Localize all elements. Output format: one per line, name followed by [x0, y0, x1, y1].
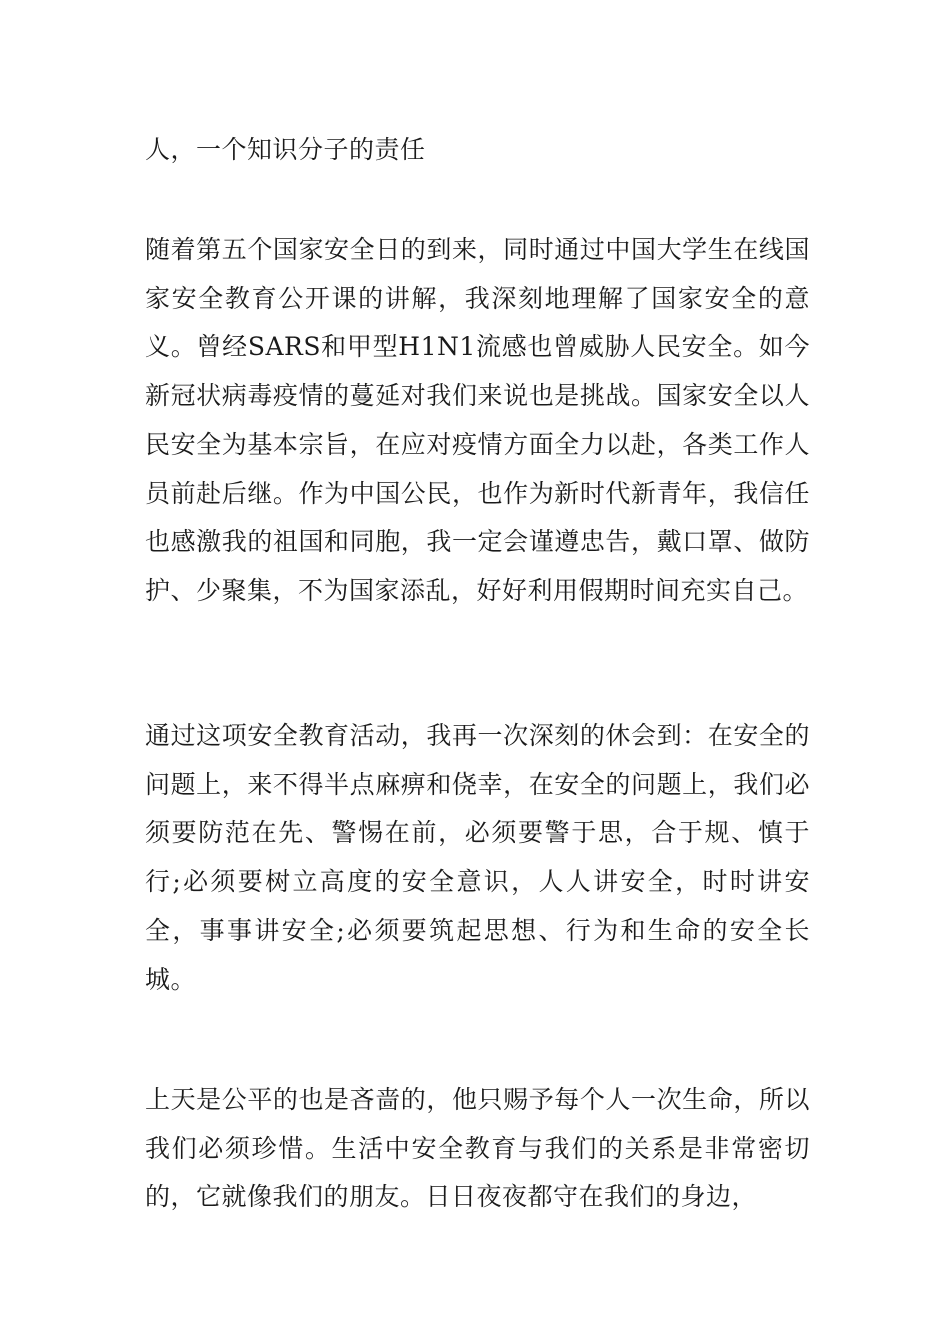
- paragraph-4: 上天是公平的也是吝啬的，他只赐予每个人一次生命，所以我们必须珍惜。生活中安全教育与我们的关系是非常密切的，它就像我们的朋友。日日夜夜都守在我们的身边，: [145, 1085, 810, 1212]
- paragraph-2: 随着第五个国家安全日的到来，同时通过中国大学生在线国家安全教育公开课的讲解，我深刻地理解了国家安全的意义。曾经SARS和甲型H1N1流感也曾威胁人民安全。如今新冠状病毒疫情的蔓延对我们来说也是挑战。国家安全以人民安全为基本宗旨，在应对疫情方面全力以赴，各类工作人员前赴后继。作为中国公民，也作为新时代新青年，我信任也感激我的祖国和同胞，我一定会谨遵忠告，戴口罩、做防护、少聚集，不为国家添乱，好好利用假期时间充实自己。: [145, 235, 810, 605]
- paragraph-3: 通过这项安全教育活动，我再一次深刻的休会到：在安全的问题上，来不得半点麻痹和侥幸，在安全的问题上，我们必须要防范在先、警惕在前，必须要警于思，合于规、慎于行;必须要树立高度的安全意识，人人讲安全，时时讲安全，事事讲安全;必须要筑起思想、行为和生命的安全长城。: [145, 721, 810, 994]
- paragraph-1: 人，一个知识分子的责任: [145, 135, 426, 164]
